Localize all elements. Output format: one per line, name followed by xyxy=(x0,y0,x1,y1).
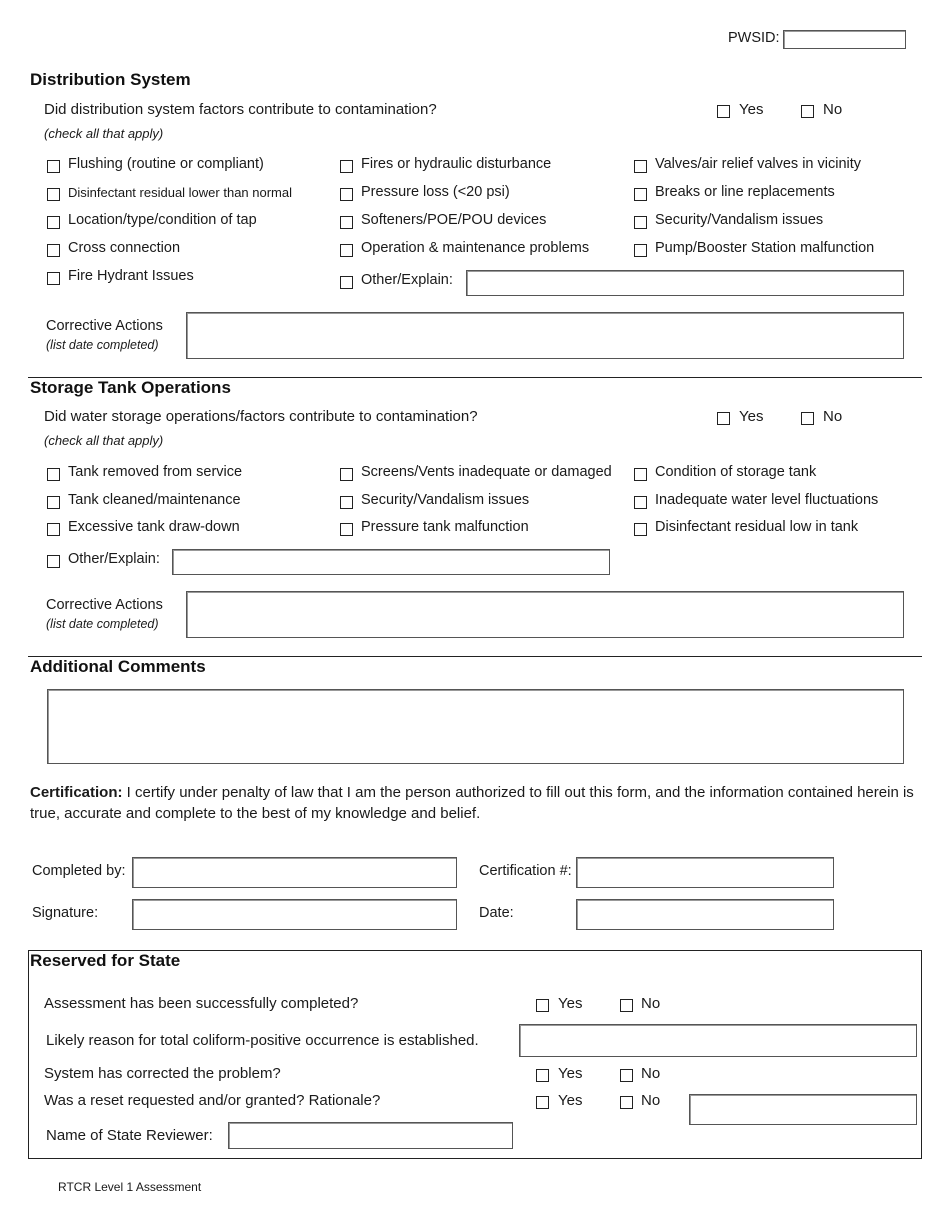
distribution-corrective-hint: (list date completed) xyxy=(46,338,159,352)
cert-number-label: Certification #: xyxy=(479,863,572,879)
label-tank-cleaned: Tank cleaned/maintenance xyxy=(68,492,241,508)
distribution-corrective-label: Corrective Actions xyxy=(46,318,163,334)
footer-text: RTCR Level 1 Assessment xyxy=(58,1180,202,1194)
storage-corrective-hint: (list date completed) xyxy=(46,617,159,631)
state-q1-no-checkbox[interactable] xyxy=(620,999,633,1012)
label-tank-removed: Tank removed from service xyxy=(68,464,243,480)
state-q3-no-checkbox[interactable] xyxy=(620,1069,633,1082)
checkbox-operation-maintenance[interactable] xyxy=(340,244,353,257)
distribution-yes-checkbox[interactable] xyxy=(717,105,730,118)
checkbox-pressure-loss[interactable] xyxy=(340,188,353,201)
label-softeners: Softeners/POE/POU devices xyxy=(361,212,547,228)
state-q3-yes-label: Yes xyxy=(558,1065,583,1082)
checkbox-screens-vents[interactable] xyxy=(340,468,353,481)
label-screens-vents: Screens/Vents inadequate or damaged xyxy=(361,464,612,480)
pwsid-label: PWSID: xyxy=(728,30,780,46)
state-q2-input[interactable] xyxy=(519,1024,917,1057)
label-storage-other: Other/Explain: xyxy=(68,551,160,567)
label-pressure-tank: Pressure tank malfunction xyxy=(361,519,529,535)
distribution-no-label: No xyxy=(823,101,843,118)
signature-input[interactable] xyxy=(132,899,457,930)
label-storage-security: Security/Vandalism issues xyxy=(361,492,530,508)
state-reviewer-input[interactable] xyxy=(228,1122,513,1149)
checkbox-tank-cleaned[interactable] xyxy=(47,496,60,509)
checkbox-distribution-other[interactable] xyxy=(340,276,353,289)
checkbox-location-tap[interactable] xyxy=(47,216,60,229)
state-reviewer-label: Name of State Reviewer: xyxy=(46,1127,213,1144)
label-pump-booster: Pump/Booster Station malfunction xyxy=(655,240,875,256)
state-q4: Was a reset requested and/or granted? Rationale? xyxy=(44,1092,381,1109)
label-valves: Valves/air relief valves in vicinity xyxy=(655,156,862,172)
checkbox-pump-booster[interactable] xyxy=(634,244,647,257)
state-q3-yes-checkbox[interactable] xyxy=(536,1069,549,1082)
label-storage-condition: Condition of storage tank xyxy=(655,464,817,480)
distribution-hint: (check all that apply) xyxy=(44,126,164,141)
state-q2: Likely reason for total coliform-positive occurrence is established. xyxy=(46,1032,479,1049)
state-q4-no-label: No xyxy=(641,1092,661,1109)
label-pressure-loss: Pressure loss (<20 psi) xyxy=(361,184,510,200)
distribution-title: Distribution System xyxy=(30,70,191,89)
label-distribution-other: Other/Explain: xyxy=(361,272,453,288)
label-tank-drawdown: Excessive tank draw-down xyxy=(68,519,240,535)
checkbox-softeners[interactable] xyxy=(340,216,353,229)
state-rationale-input[interactable] xyxy=(689,1094,917,1125)
checkbox-tank-drawdown[interactable] xyxy=(47,523,60,536)
label-distribution-security: Security/Vandalism issues xyxy=(655,212,824,228)
label-operation-maintenance: Operation & maintenance problems xyxy=(361,240,590,256)
checkbox-breaks[interactable] xyxy=(634,188,647,201)
storage-other-input[interactable] xyxy=(172,549,610,575)
checkbox-disinfectant-low[interactable] xyxy=(634,523,647,536)
state-q4-no-checkbox[interactable] xyxy=(620,1096,633,1109)
storage-no-checkbox[interactable] xyxy=(801,412,814,425)
checkbox-flushing[interactable] xyxy=(47,160,60,173)
certification-body: I certify under penalty of law that I am the person authorized to fill out this form, and the information contained herein is true, accurate and complete to the best of my knowledge and belief. xyxy=(30,784,914,822)
label-breaks: Breaks or line replacements xyxy=(655,184,835,200)
date-input[interactable] xyxy=(576,899,834,930)
comments-input[interactable] xyxy=(47,689,904,764)
storage-corrective-input[interactable] xyxy=(186,591,904,638)
completed-by-label: Completed by: xyxy=(32,863,126,879)
checkbox-distribution-security[interactable] xyxy=(634,216,647,229)
certification-text xyxy=(30,782,920,824)
state-q4-yes-label: Yes xyxy=(558,1092,583,1109)
certification-bold: Certification: xyxy=(30,784,123,801)
checkbox-valves[interactable] xyxy=(634,160,647,173)
checkbox-tank-removed[interactable] xyxy=(47,468,60,481)
label-cross-connection: Cross connection xyxy=(68,240,181,256)
storage-yes-checkbox[interactable] xyxy=(717,412,730,425)
state-q1-yes-label: Yes xyxy=(558,995,583,1012)
storage-no-label: No xyxy=(823,408,843,425)
date-label: Date: xyxy=(479,905,514,921)
distribution-yes-label: Yes xyxy=(739,101,764,118)
state-q1-yes-checkbox[interactable] xyxy=(536,999,549,1012)
label-fires-hydraulic: Fires or hydraulic disturbance xyxy=(361,156,552,172)
state-q3-no-label: No xyxy=(641,1065,661,1082)
storage-yes-label: Yes xyxy=(739,408,764,425)
checkbox-pressure-tank[interactable] xyxy=(340,523,353,536)
distribution-no-checkbox[interactable] xyxy=(801,105,814,118)
checkbox-fires-hydraulic[interactable] xyxy=(340,160,353,173)
label-disinfectant-low: Disinfectant residual low in tank xyxy=(655,519,859,535)
label-water-level: Inadequate water level fluctuations xyxy=(655,492,879,508)
cert-number-input[interactable] xyxy=(576,857,834,888)
pwsid-input[interactable] xyxy=(783,30,906,49)
label-flushing: Flushing (routine or compliant) xyxy=(68,156,264,172)
distribution-corrective-input[interactable] xyxy=(186,312,904,359)
checkbox-cross-connection[interactable] xyxy=(47,244,60,257)
comments-title: Additional Comments xyxy=(30,657,206,676)
state-q1-no-label: No xyxy=(641,995,661,1012)
state-q4-yes-checkbox[interactable] xyxy=(536,1096,549,1109)
state-q3: System has corrected the problem? xyxy=(44,1065,281,1082)
checkbox-storage-condition[interactable] xyxy=(634,468,647,481)
checkbox-water-level[interactable] xyxy=(634,496,647,509)
label-location-tap: Location/type/condition of tap xyxy=(68,212,257,228)
state-q1: Assessment has been successfully completed? xyxy=(44,995,359,1012)
checkbox-fire-hydrant[interactable] xyxy=(47,272,60,285)
checkbox-storage-security[interactable] xyxy=(340,496,353,509)
label-disinfectant-residual: Disinfectant residual lower than normal xyxy=(68,185,292,200)
label-fire-hydrant: Fire Hydrant Issues xyxy=(68,268,194,284)
storage-hint: (check all that apply) xyxy=(44,433,164,448)
signature-label: Signature: xyxy=(32,905,99,921)
checkbox-disinfectant-residual[interactable] xyxy=(47,188,60,201)
checkbox-storage-other[interactable] xyxy=(47,555,60,568)
distribution-other-input[interactable] xyxy=(466,270,904,296)
state-title: Reserved for State xyxy=(30,951,181,970)
distribution-question: Did distribution system factors contribute to contamination? xyxy=(44,101,437,118)
storage-corrective-label: Corrective Actions xyxy=(46,597,163,613)
storage-title: Storage Tank Operations xyxy=(30,378,231,397)
completed-by-input[interactable] xyxy=(132,857,457,888)
storage-question: Did water storage operations/factors contribute to contamination? xyxy=(44,408,478,425)
